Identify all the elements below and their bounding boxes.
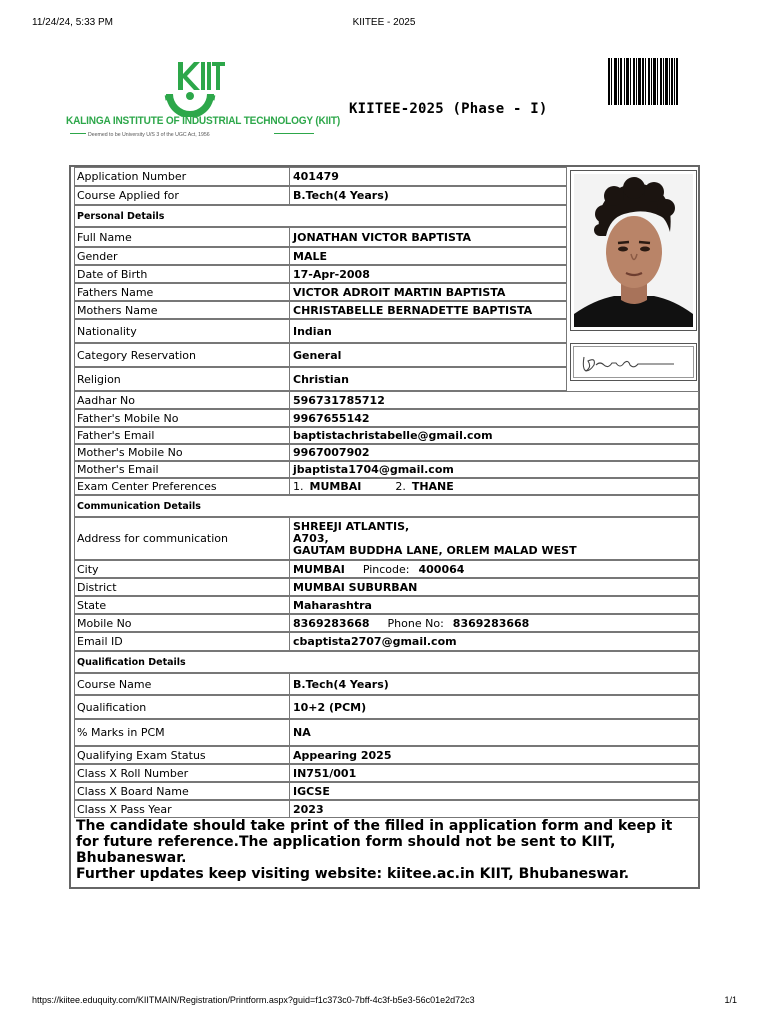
logo-divider-right <box>274 133 314 134</box>
religion-value: Christian <box>293 372 349 386</box>
row-class-x-year <box>74 800 699 818</box>
kiit-gear-emblem <box>66 57 318 117</box>
barcode <box>608 58 678 105</box>
row-aadhar <box>74 391 699 409</box>
exam-center-pref1-number: 1. <box>293 480 304 493</box>
father-mobile-label: Father's Mobile No <box>75 410 290 426</box>
marks-pcm-label: % Marks in PCM <box>75 720 290 745</box>
instructions-note <box>74 818 699 888</box>
kiit-logo <box>66 57 341 142</box>
exam-center-label: Exam Center Preferences <box>75 479 290 494</box>
gender-label: Gender <box>75 248 290 264</box>
class-x-year-value: 2023 <box>293 802 324 816</box>
section-qualification-details: Qualification Details <box>74 651 699 673</box>
row-religion <box>74 367 567 391</box>
religion-label: Religion <box>75 368 290 390</box>
course-applied-value: B.Tech(4 Years) <box>293 189 389 202</box>
mobile-number: 8369283668 <box>293 616 370 630</box>
email-label: Email ID <box>75 633 290 650</box>
aadhar-label: Aadhar No <box>75 392 290 408</box>
print-title: KIITEE - 2025 <box>352 17 416 28</box>
district-label: District <box>75 579 290 595</box>
pincode-label: Pincode: <box>362 562 410 576</box>
row-email <box>74 632 699 651</box>
row-mobile <box>74 614 699 632</box>
row-course-name <box>74 673 699 695</box>
application-form <box>69 165 700 889</box>
category-value: General <box>293 348 342 362</box>
address-label: Address for communication <box>75 518 290 559</box>
signature-image <box>574 347 693 377</box>
mother-email-value: jbaptista1704@gmail.com <box>293 463 454 476</box>
marks-pcm-value: NA <box>293 726 311 739</box>
exam-title: KIITEE-2025 (Phase - I) <box>349 101 548 117</box>
row-gender <box>74 247 567 265</box>
exam-status-label: Qualifying Exam Status <box>75 747 290 763</box>
father-email-label: Father's Email <box>75 428 290 443</box>
exam-center-pref2-number: 2. <box>395 480 406 493</box>
institute-subtitle: Deemed to be University U/S 3 of the UGC Act, 1956 <box>88 132 210 138</box>
row-category <box>74 343 567 367</box>
row-state <box>74 596 699 614</box>
candidate-portrait-image <box>574 174 693 327</box>
mobile-label: Mobile No <box>75 615 290 631</box>
row-father-mobile <box>74 409 699 427</box>
qualification-label: Qualification <box>75 696 290 718</box>
row-date-of-birth <box>74 265 567 283</box>
fathers-name-label: Fathers Name <box>75 284 290 300</box>
class-x-year-label: Class X Pass Year <box>75 801 290 817</box>
row-mother-email <box>74 461 699 478</box>
course-name-label: Course Name <box>75 674 290 694</box>
print-date: 11/24/24, 5:33 PM <box>32 17 113 28</box>
row-class-x-roll <box>74 764 699 782</box>
class-x-roll-value: IN751/001 <box>293 766 357 780</box>
dob-value: 17-Apr-2008 <box>293 267 370 281</box>
city-name: MUMBAI <box>293 562 345 576</box>
state-label: State <box>75 597 290 613</box>
institute-name: KALINGA INSTITUTE OF INDUSTRIAL TECHNOLOGY (KIIT) <box>66 115 341 127</box>
row-district <box>74 578 699 596</box>
qualification-value: 10+2 (PCM) <box>293 700 367 714</box>
exam-center-value <box>291 479 698 494</box>
row-city <box>74 560 699 578</box>
mother-email-label: Mother's Email <box>75 462 290 477</box>
application-number-label: Application Number <box>75 168 290 185</box>
address-value <box>291 518 698 559</box>
gender-value: MALE <box>293 249 327 263</box>
instructions-line-1: The candidate should take print of the filled in application form and keep it for future reference.The application form should not be sent to KIIT, Bhubaneswar. <box>76 818 673 866</box>
mobile-value <box>291 615 698 631</box>
row-exam-status <box>74 746 699 764</box>
logo-divider-left <box>70 133 86 134</box>
row-mothers-name <box>74 301 567 319</box>
row-course-applied <box>74 186 567 205</box>
category-label: Category Reservation <box>75 344 290 366</box>
row-qualification <box>74 695 699 719</box>
address-line-2: A703, <box>293 531 329 545</box>
phone-number: 8369283668 <box>452 616 530 630</box>
father-email-value: baptistachristabelle@gmail.com <box>293 429 493 442</box>
mother-mobile-value: 9967007902 <box>293 446 370 459</box>
row-application-number <box>74 167 567 186</box>
row-mother-mobile <box>74 444 699 461</box>
address-line-3: GAUTAM BUDDHA LANE, ORLEM MALAD WEST <box>293 543 577 557</box>
application-number-value: 401479 <box>293 170 339 183</box>
dob-label: Date of Birth <box>75 266 290 282</box>
row-address <box>74 517 699 560</box>
exam-center-pref1: MUMBAI <box>309 480 362 493</box>
fathers-name-value: VICTOR ADROIT MARTIN BAPTISTA <box>293 285 506 299</box>
row-fathers-name <box>74 283 567 301</box>
address-line-1: SHREEJI ATLANTIS, <box>293 519 410 533</box>
row-nationality <box>74 319 567 343</box>
state-value: Maharashtra <box>293 598 372 612</box>
exam-status-value: Appearing 2025 <box>293 748 392 762</box>
phone-label: Phone No: <box>387 616 444 630</box>
mother-mobile-label: Mother's Mobile No <box>75 445 290 460</box>
nationality-label: Nationality <box>75 320 290 342</box>
class-x-board-value: IGCSE <box>293 784 330 798</box>
candidate-signature <box>570 343 697 381</box>
city-value <box>291 561 698 577</box>
class-x-roll-label: Class X Roll Number <box>75 765 290 781</box>
course-name-value: B.Tech(4 Years) <box>293 677 389 691</box>
district-value: MUMBAI SUBURBAN <box>293 580 418 594</box>
row-exam-center <box>74 478 699 495</box>
print-footer <box>0 995 768 1009</box>
class-x-board-label: Class X Board Name <box>75 783 290 799</box>
aadhar-value: 596731785712 <box>293 393 385 407</box>
full-name-label: Full Name <box>75 228 290 246</box>
email-value: cbaptista2707@gmail.com <box>293 635 457 648</box>
mothers-name-label: Mothers Name <box>75 302 290 318</box>
row-marks-pcm <box>74 719 699 746</box>
row-full-name <box>74 227 567 247</box>
course-applied-label: Course Applied for <box>75 187 290 204</box>
instructions-line-2: Further updates keep visiting website: kiitee.ac.in KIIT, Bhubaneswar. <box>76 866 630 882</box>
exam-center-pref2: THANE <box>411 480 454 493</box>
mothers-name-value: CHRISTABELLE BERNADETTE BAPTISTA <box>293 303 533 317</box>
section-communication-details: Communication Details <box>74 495 699 517</box>
section-personal-details: Personal Details <box>74 205 567 227</box>
pincode-value: 400064 <box>418 562 465 576</box>
father-mobile-value: 9967655142 <box>293 411 370 425</box>
candidate-photo <box>570 170 697 331</box>
page-number: 1/1 <box>724 995 737 1005</box>
print-header <box>0 17 768 31</box>
city-label: City <box>75 561 290 577</box>
row-class-x-board <box>74 782 699 800</box>
row-father-email <box>74 427 699 444</box>
page-url: https://kiitee.eduquity.com/KIITMAIN/Registration/Printform.aspx?guid=f1c373c0-7bff-4c3f-b5e3-56c01e2d72c3 <box>32 995 475 1005</box>
nationality-value: Indian <box>293 324 332 338</box>
full-name-value: JONATHAN VICTOR BAPTISTA <box>293 230 472 244</box>
